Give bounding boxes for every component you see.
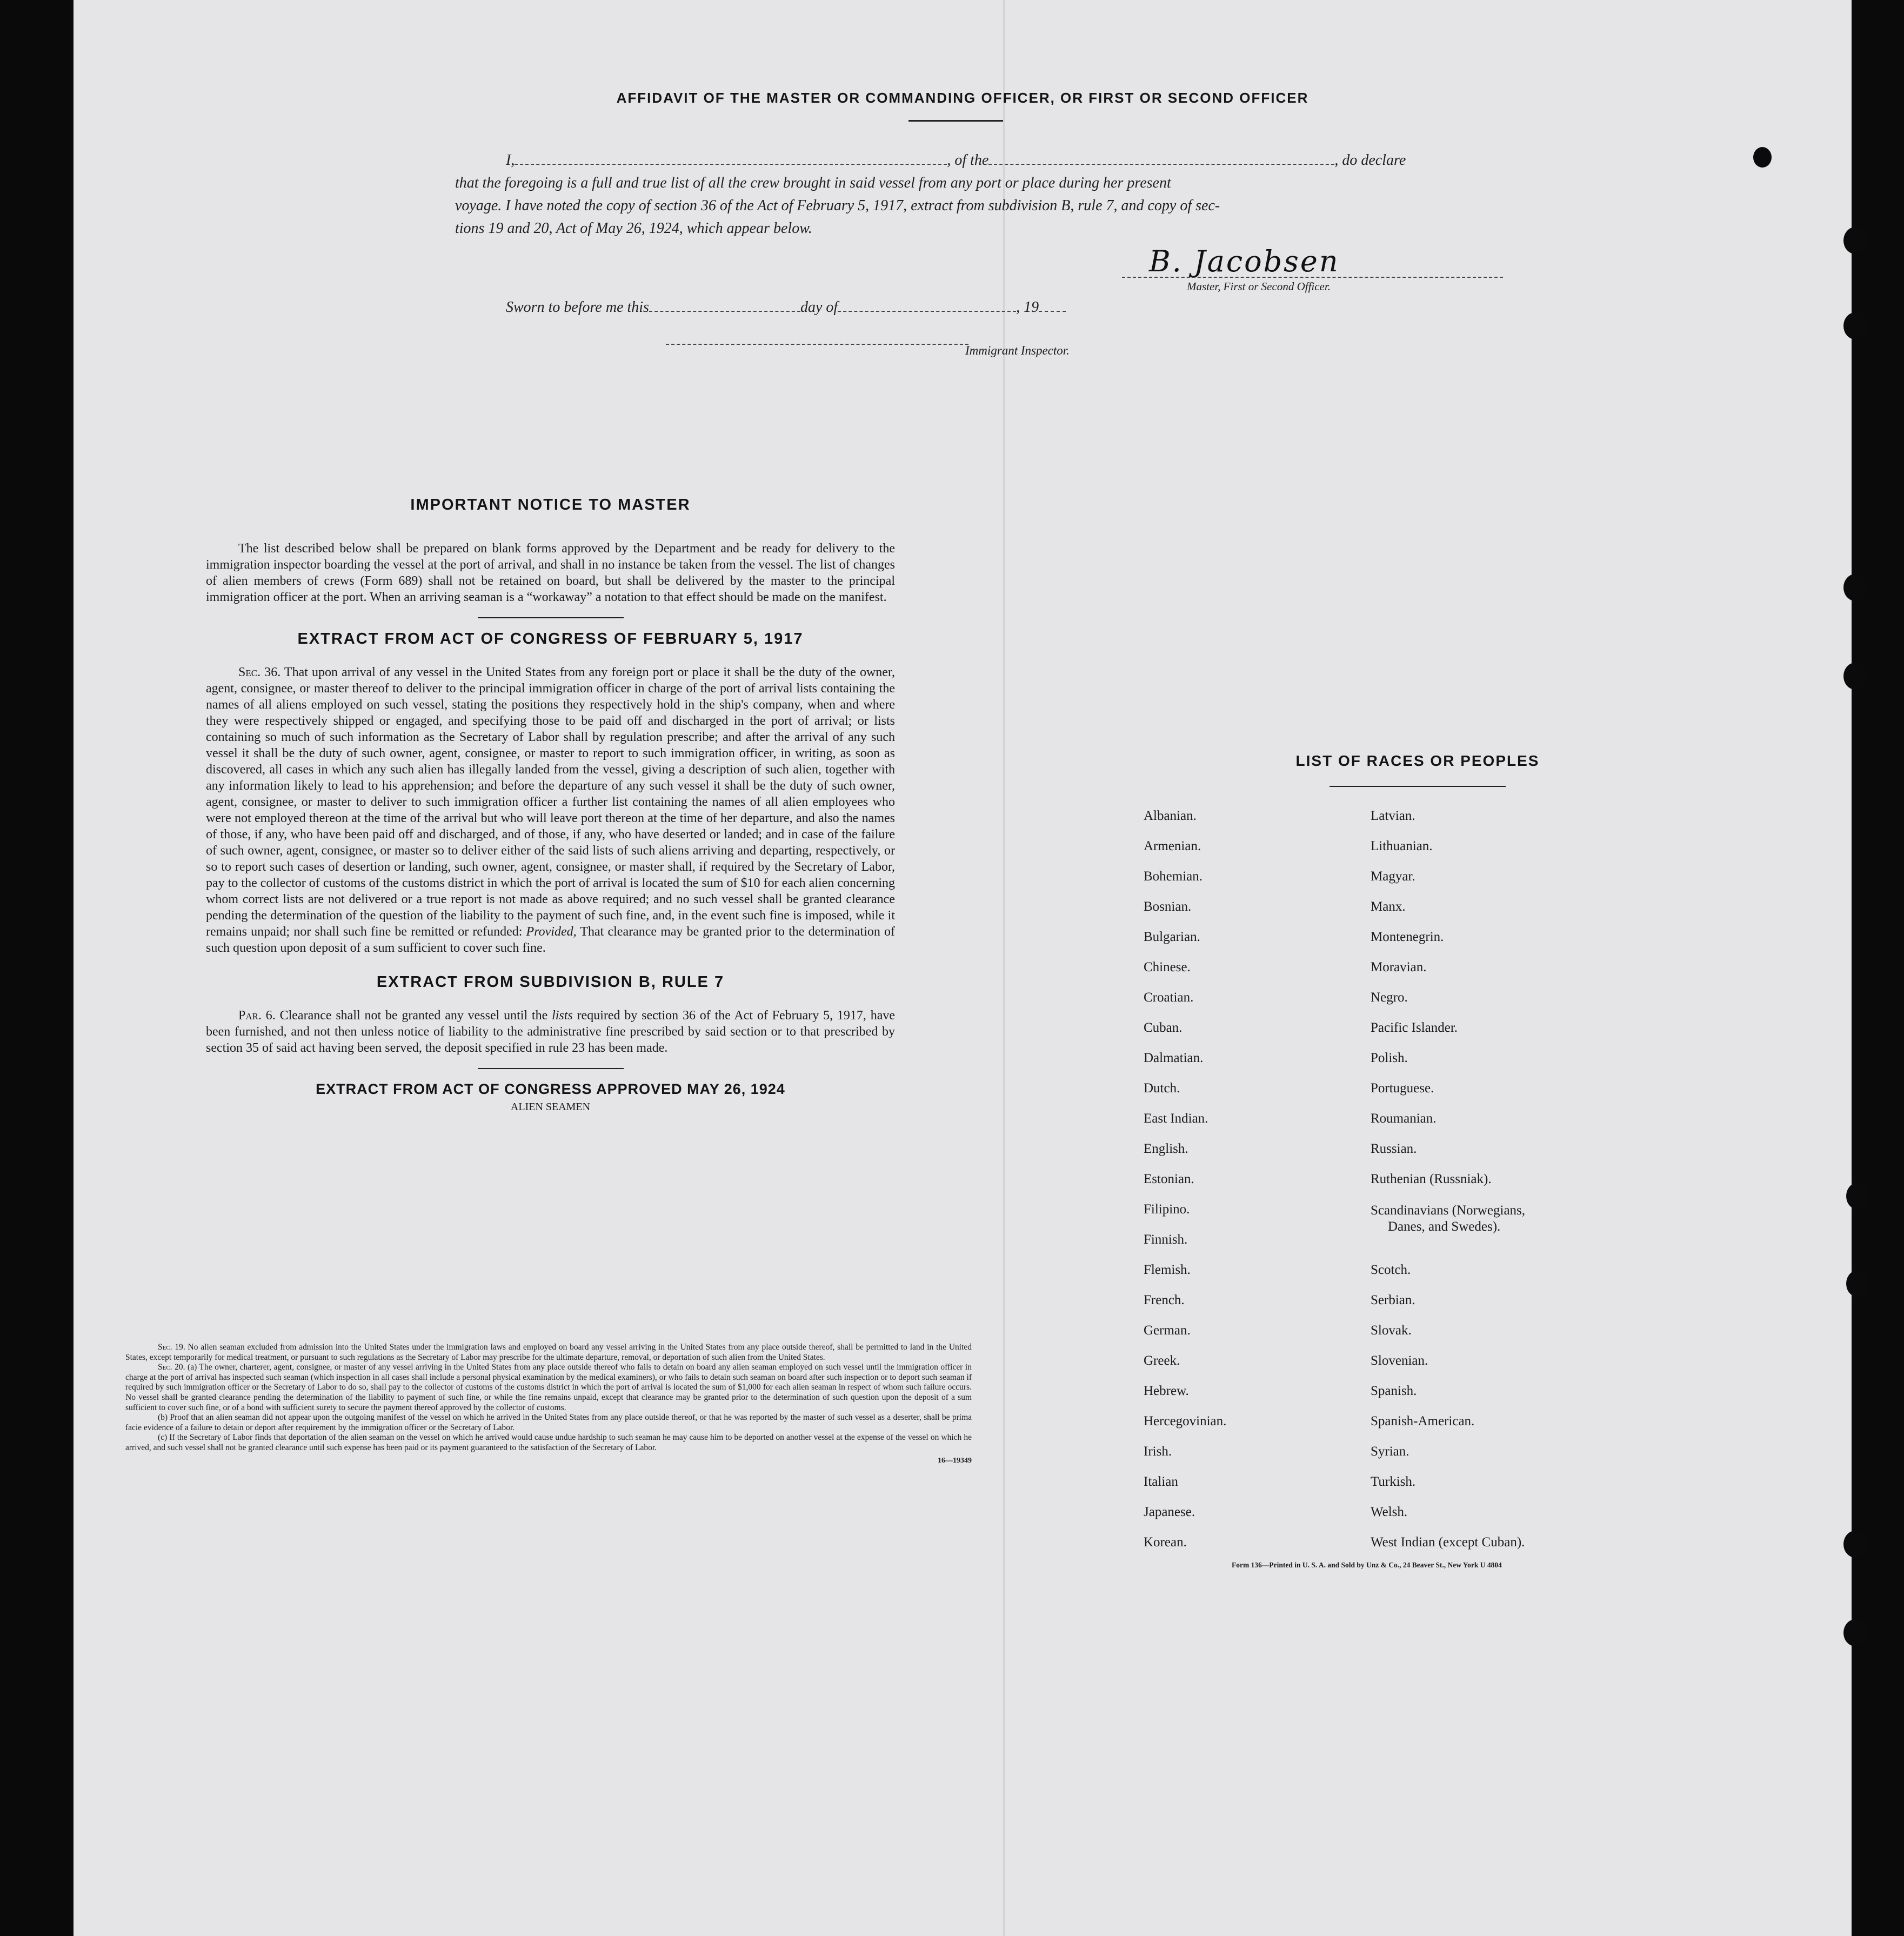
race-item: Scandinavians (Norwegians, <box>1371 1203 1526 1218</box>
affidavit-title: AFFIDAVIT OF THE MASTER OR COMMANDING OFFICER, OR FIRST OR SECOND OFFICER <box>616 90 1309 106</box>
race-item: Cuban. <box>1144 1020 1183 1035</box>
race-item: Greek. <box>1144 1353 1180 1368</box>
title-rule <box>908 120 1003 122</box>
race-item: Italian <box>1144 1474 1178 1489</box>
race-item: Danes, and Swedes). <box>1388 1219 1501 1234</box>
form-code: 16—19349 <box>938 1456 972 1465</box>
paragraph-text: required by section 36 of the Act of February 5, 1917, have been furnished, and not then unless notice of liability to the administrative fine prescribed by said section or to that prescribed by section 35 of said act having been served, the deposit specified in rule 23 has been made. <box>206 1009 896 1055</box>
paragraph-text: Clearance shall not be granted any vessel until the <box>279 1009 548 1023</box>
race-item: Montenegrin. <box>1371 930 1444 944</box>
race-item: Hercegovinian. <box>1144 1414 1227 1428</box>
extract2-title: EXTRACT FROM SUBDIVISION B, RULE 7 <box>376 973 725 991</box>
extract1-text <box>206 664 895 956</box>
race-item: West Indian (except Cuban). <box>1371 1535 1525 1550</box>
section-label: Sec. 19. <box>158 1343 185 1352</box>
master-signature: B. Jacobsen <box>1149 244 1340 278</box>
alien-seamen-text <box>125 1343 972 1465</box>
race-item: Russian. <box>1371 1141 1417 1156</box>
section-label: Sec. 20. <box>158 1363 185 1372</box>
left-column <box>206 496 895 1113</box>
affidavit-body <box>455 172 1533 240</box>
paragraph-label: Par. 6. <box>238 1009 276 1023</box>
affidavit-body-line: tions 19 and 20, Act of May 26, 1924, which appear below. <box>455 220 812 237</box>
race-item: Armenian. <box>1144 839 1201 853</box>
punch-hole-icon <box>1846 1183 1870 1210</box>
race-item: Moravian. <box>1371 960 1427 974</box>
race-item: Bohemian. <box>1144 869 1203 884</box>
race-item: Spanish-American. <box>1371 1414 1475 1428</box>
race-item: Bulgarian. <box>1144 930 1200 944</box>
race-item: East Indian. <box>1144 1111 1208 1126</box>
race-item: Korean. <box>1144 1535 1187 1550</box>
race-item: English. <box>1144 1141 1188 1156</box>
race-item: Lithuanian. <box>1371 839 1433 853</box>
punch-hole-icon <box>1843 312 1867 339</box>
extract1-title: EXTRACT FROM ACT OF CONGRESS OF FEBRUARY 5, 1917 <box>297 630 804 647</box>
race-item: Finnish. <box>1144 1232 1188 1247</box>
race-item: Albanian. <box>1144 809 1197 823</box>
sec20b-paragraph: (b) Proof that an alien seaman did not appear upon the outgoing manifest of the vessel on which he arrived in the United States from any place outside thereof, or that he was reported by the master of such vessel as a deserter, shall be prima facie evidence of a failure to detain or deport after requirement by the immigration officer or the Secretary of Labor. <box>125 1413 972 1432</box>
section-divider <box>478 617 624 618</box>
race-item: Manx. <box>1371 899 1406 914</box>
extract3-title: EXTRACT FROM ACT OF CONGRESS APPROVED MAY 26, 1924 <box>316 1081 785 1097</box>
notice-title: IMPORTANT NOTICE TO MASTER <box>410 496 691 513</box>
race-item: Magyar. <box>1371 869 1415 884</box>
race-item: Syrian. <box>1371 1444 1409 1459</box>
punch-hole-icon <box>1843 227 1867 254</box>
race-item: Latvian. <box>1371 809 1415 823</box>
race-item: French. <box>1144 1293 1185 1307</box>
race-item: Dalmatian. <box>1144 1051 1204 1065</box>
race-item: Polish. <box>1371 1051 1408 1065</box>
extract3-subtitle: ALIEN SEAMEN <box>510 1101 591 1113</box>
page-fold <box>1003 0 1005 1936</box>
section-text: That upon arrival of any vessel in the United States from any foreign port or place it shall be the duty of the owner, agent, consignee, or master thereof to deliver to the principal immigration officer in charge of the port of arrival lists containing the names of all aliens employed on such vessel, stating the positions they respectively hold in the ship's company, when and where they were respectively shipped or engaged, and specifying those to be paid off and discharged in the port of arrival; or lists containing so much of such information as the Secretary of Labor shall by regulation prescribe; and after the arrival of any such vessel it shall be the duty of such owner, agent, consignee, or master to report to such immigration officer, in writing, as soon as discovered, all cases in which any such alien has illegally landed from the vessel, giving a description of such alien, together with any information likely to lead to his apprehension; and before the departure of any such vessel it shall be the duty of such owner, agent, consignee, or master to deliver to such immigration officer a further list containing the names of all alien employees who were not employed thereon at the time of the arrival but who will leave port thereon at the time of her departure, and also the names of those, if any, who have been paid off and discharged, and of those, if any, who have deserted or landed; and in case of the failure of such owner, agent, consignee, or master so to deliver either of the said lists of such aliens arriving and departing, respectively, or so to report such cases of desertion or landing, such owner, agent, consignee, or master shall, if required by the Secretary of Labor, pay to the collector of customs of the customs district in which the port of arrival is located the sum of $10 for each alien concerning whom correct lists are not delivered or a true report is not made as above required; and no such vessel shall be granted clearance pending the determination of the question of the liability to the payment of such fine, and, in the event such fine is imposed, while it remains unpaid; nor shall such fine be remitted or refunded: <box>206 665 895 939</box>
signature-caption: Master, First or Second Officer. <box>1187 280 1331 293</box>
section-text-tail: That clearance may be granted prior to the determination of such question upon deposit of a sum sufficient to cover such fine. <box>206 925 896 955</box>
punch-hole-icon <box>1846 1270 1870 1297</box>
title-rule <box>1330 786 1506 787</box>
race-item: Ruthenian (Russniak). <box>1371 1172 1492 1186</box>
punch-hole-icon <box>1843 574 1867 601</box>
printer-footer: Form 136—Printed in U. S. A. and Sold by Unz & Co., 24 Beaver St., New York U 4804 <box>1232 1561 1502 1569</box>
race-item: Negro. <box>1371 990 1408 1005</box>
race-item: Japanese. <box>1144 1505 1195 1519</box>
punch-hole-icon <box>1843 663 1867 690</box>
affidavit-declaration-line: I, , of the , do declare <box>506 152 1406 169</box>
race-item: Croatian. <box>1144 990 1194 1005</box>
races-title: LIST OF RACES OR PEOPLES <box>1295 752 1540 769</box>
punch-hole-icon <box>1843 1531 1867 1558</box>
document-page <box>74 0 1852 1936</box>
section-text: No alien seaman excluded from admission into the United States under the immigration laws and employed on board any vessel arriving in the United States from any place outside thereof, shall be permitted to land in the United States, except temporarily for medical treatment, or pursuant to such regulations as the Secretary of Labor may prescribe for the ultimate departure, removal, or deportation of such alien from the United States. <box>125 1343 972 1362</box>
provided-label: Provided, <box>526 925 577 939</box>
race-item: Dutch. <box>1144 1081 1180 1096</box>
punch-hole-icon <box>1753 147 1772 168</box>
section-text: (a) The owner, charterer, agent, consignee, or master of any vessel arriving in the United States from any place outside thereof who fails to detain on board any alien seaman employed on such vessel until the immigration officer in charge at the port of arrival has inspected such seaman (which inspection in all cases shall include a personal physical examination by the medical examiners), or who fails to detain such seaman on board after such inspection or to deport such seaman if required by such immigration officer or the Secretary of Labor to do so, shall pay to the collector of customs of the customs district in which the port of arrival is located the sum of $1,000 for each alien seaman in respect of whom such failure occurs. No vessel shall be granted clearance pending the determination of the liability to payment of such fine, or while the fine remains unpaid, except that clearance may be granted prior to the determination of such question upon the deposit of a sum sufficient to cover such fine, or of a bond with sufficient surety to secure the payment thereof approved by the collector of customs. <box>125 1363 972 1412</box>
race-item: Serbian. <box>1371 1293 1415 1307</box>
race-item: Irish. <box>1144 1444 1172 1459</box>
race-item: Roumanian. <box>1371 1111 1437 1126</box>
notice-text: The list described below shall be prepared on blank forms approved by the Department and be ready for delivery to the immigration inspector boarding the vessel at the port of arrival, and shall in no instance be taken from the vessel. The list of changes of alien members of crews (Form 689) shall not be retained on board, but shall be delivered by the master to the principal immigration officer at the port. When an arriving seaman is a “workaway” a notation to that effect should be made on the manifest. <box>206 542 895 604</box>
inspector-label: Immigrant Inspector. <box>965 344 1070 357</box>
extract2-text <box>206 1007 895 1056</box>
section-label: Sec. 36. <box>238 665 281 679</box>
sworn-line: Sworn to before me this day of , 19 <box>506 296 1066 319</box>
race-item: German. <box>1144 1323 1191 1338</box>
sec19-paragraph <box>125 1343 972 1363</box>
race-item: Slovenian. <box>1371 1353 1428 1368</box>
signature-line <box>1122 277 1503 278</box>
race-item: Bosnian. <box>1144 899 1192 914</box>
race-item: Slovak. <box>1371 1323 1412 1338</box>
sec20c-paragraph: (c) If the Secretary of Labor finds that deportation of the alien seaman on the vessel on which he arrived would cause undue hardship to such seaman he may cause him to be deported on another vessel at the expense of the vessel on which he arrived, and such vessel shall not be granted clearance until such expense has been paid or its payment guaranteed to the satisfaction of the Secretary of Labor. <box>125 1433 972 1452</box>
race-item: Pacific Islander. <box>1371 1020 1458 1035</box>
race-item: Flemish. <box>1144 1263 1191 1277</box>
race-item: Welsh. <box>1371 1505 1408 1519</box>
section-divider <box>478 1068 624 1069</box>
race-item: Portuguese. <box>1371 1081 1434 1096</box>
race-item: Filipino. <box>1144 1202 1190 1217</box>
race-item: Hebrew. <box>1144 1384 1189 1398</box>
race-item: Spanish. <box>1371 1384 1417 1398</box>
inspector-signature-line <box>666 344 968 345</box>
sec20a-paragraph <box>125 1363 972 1413</box>
race-item: Estonian. <box>1144 1172 1194 1186</box>
race-item: Scotch. <box>1371 1263 1411 1277</box>
punch-hole-icon <box>1843 1619 1867 1646</box>
affidavit-body-line: voyage. I have noted the copy of section 36 of the Act of February 5, 1917, extract from subdivision B, rule 7, and copy of sec- <box>455 197 1220 214</box>
race-item: Chinese. <box>1144 960 1191 974</box>
lists-word: lists <box>552 1009 573 1023</box>
affidavit-body-line: that the foregoing is a full and true list of all the crew brought in said vessel from any port or place during her present <box>455 175 1171 191</box>
race-item: Turkish. <box>1371 1474 1416 1489</box>
